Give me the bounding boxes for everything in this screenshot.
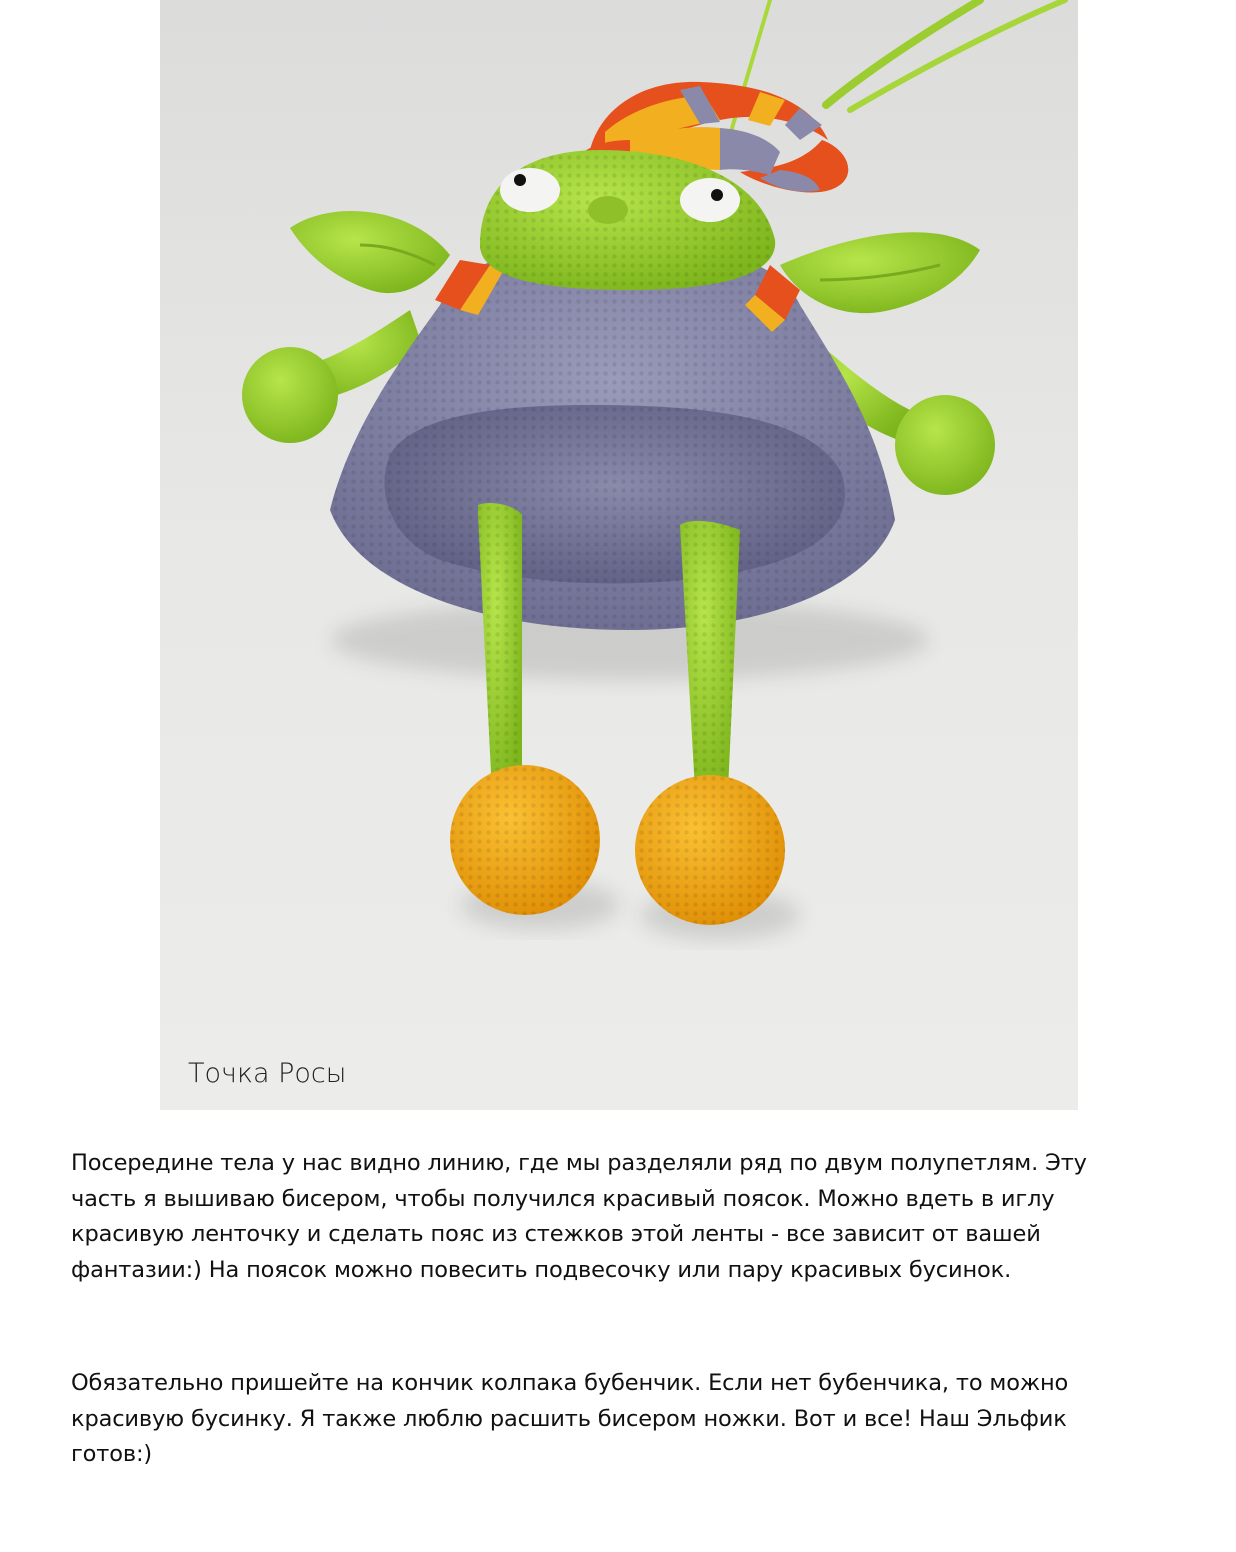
- crochet-elf-illustration: [160, 0, 1078, 1110]
- paragraph-belt-description: Посередине тела у нас видно линию, где мы разделяли ряд по двум полупетлям. Эту часть я вышиваю бисером, чтобы получился красивый поясок. Можно вдеть в иглу красивую ленточку и сделать пояс из стежков этой ленты - все зависит от вашей фантазии:) На поясок можно повесить подвесочку или пару красивых бусинок.: [71, 1150, 1087, 1283]
- watermark-text: Точка Росы: [188, 1058, 347, 1089]
- toy-photo: [160, 0, 1078, 1110]
- paragraph-final-steps: Обязательно пришейте на кончик колпака бубенчик. Если нет бубенчика, то можно красивую бусинку. Я также люблю расшить бисером ножки. Вот и все! Наш Эльфик готов:): [71, 1370, 1069, 1467]
